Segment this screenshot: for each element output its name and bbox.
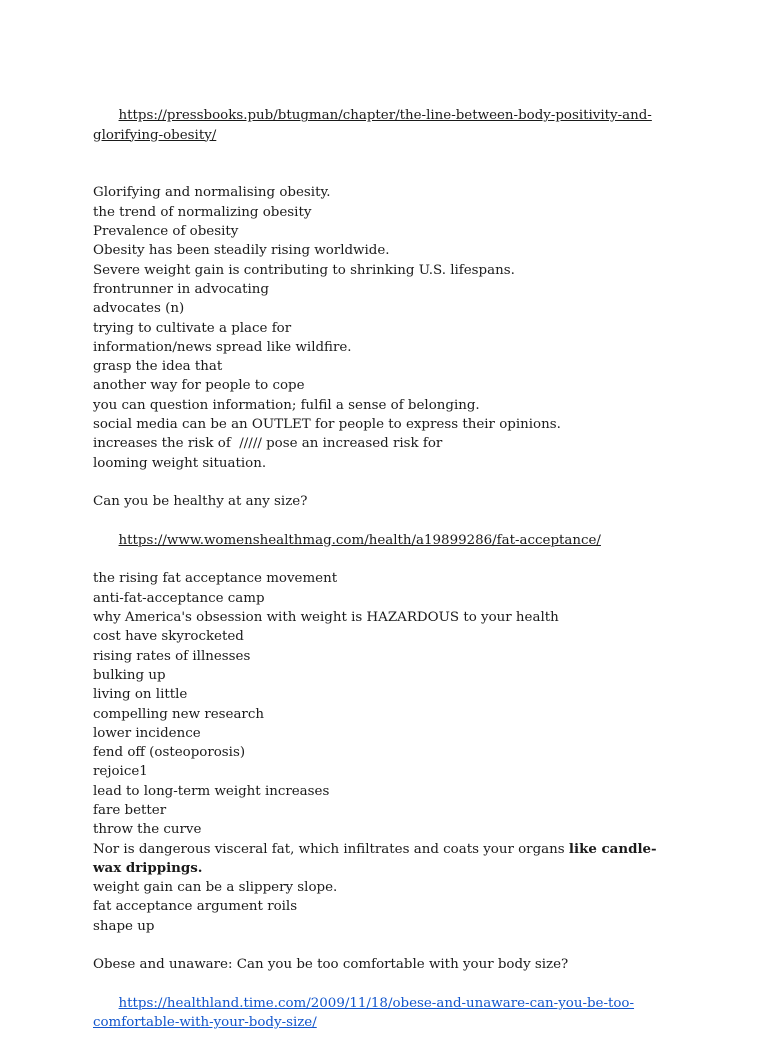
note-line: looming weight situation. <box>93 455 267 471</box>
note-line: Obesity has been steadily rising worldwide. <box>93 243 390 259</box>
note-line: rising rates of illnesses <box>93 648 251 664</box>
note-line: fare better <box>93 802 167 818</box>
note-line: trying to cultivate a place for <box>93 320 292 336</box>
source-link-paragraph <box>93 975 663 1052</box>
note-line: throw the curve <box>93 822 202 838</box>
document-body <box>93 87 663 1052</box>
note-line: Glorifying and normalising obesity. <box>93 185 331 201</box>
note-line: the trend of normalizing obesity <box>93 204 312 220</box>
note-line: another way for people to cope <box>93 378 305 394</box>
note-line: information/news spread like wildfire. <box>93 339 352 355</box>
womenshealthmag-link[interactable]: https://www.womenshealthmag.com/health/a19899286/fat-acceptance/ <box>118 532 601 548</box>
healthland-time-link[interactable]: https://healthland.time.com/2009/11/18/obese-and-unaware-can-you-be-too-comfortable-with-your-body-size/ <box>93 995 635 1031</box>
note-line: social media can be an OUTLET for people to express their opinions. <box>93 417 561 433</box>
note-line: cost have skyrocketed <box>93 629 244 645</box>
blank-line <box>93 473 663 492</box>
visceral-plain-text: Nor is dangerous visceral fat, which infiltrates and coats your organs <box>93 841 569 857</box>
source-link-paragraph <box>93 87 663 164</box>
note-line: you can question information; fulfil a sense of belonging. <box>93 397 480 413</box>
visceral-fat-line <box>93 840 663 879</box>
note-line: the rising fat acceptance movement <box>93 571 338 587</box>
note-line: fend off (osteoporosis) <box>93 745 246 761</box>
note-line: shape up <box>93 918 155 934</box>
note-line: lead to long-term weight increases <box>93 783 330 799</box>
section1-notes <box>93 183 663 472</box>
note-line: Prevalence of obesity <box>93 224 239 240</box>
section2-title: Can you be healthy at any size? <box>93 494 308 510</box>
note-line: Severe weight gain is contributing to shrinking U.S. lifespans. <box>93 262 515 278</box>
note-line: frontrunner in advocating <box>93 281 269 297</box>
note-line: increases the risk of ///// pose an increased risk for <box>93 436 443 452</box>
note-line: fat acceptance argument roils <box>93 899 298 915</box>
note-line: grasp the idea that <box>93 359 223 375</box>
note-line: living on little <box>93 687 188 703</box>
note-line: weight gain can be a slippery slope. <box>93 880 338 896</box>
visceral-bold-text: like candle-wax drippings. <box>93 840 657 876</box>
blank-line <box>93 164 663 183</box>
note-line: anti-fat-acceptance camp <box>93 590 265 606</box>
note-line: compelling new research <box>93 706 264 722</box>
pressbooks-link[interactable]: https://pressbooks.pub/btugman/chapter/the-line-between-body-positivity-and-glorifying-obesity/ <box>93 108 652 143</box>
note-line: lower incidence <box>93 725 201 741</box>
note-line: rejoice1 <box>93 764 148 780</box>
source-link-paragraph <box>93 512 663 570</box>
note-line: bulking up <box>93 667 166 683</box>
note-line: advocates (n) <box>93 301 185 317</box>
section2-notes <box>93 569 663 936</box>
blank-line <box>93 936 663 955</box>
note-line: why America's obsession with weight is HAZARDOUS to your health <box>93 610 559 626</box>
section3-title: Obese and unaware: Can you be too comfortable with your body size? <box>93 957 569 973</box>
